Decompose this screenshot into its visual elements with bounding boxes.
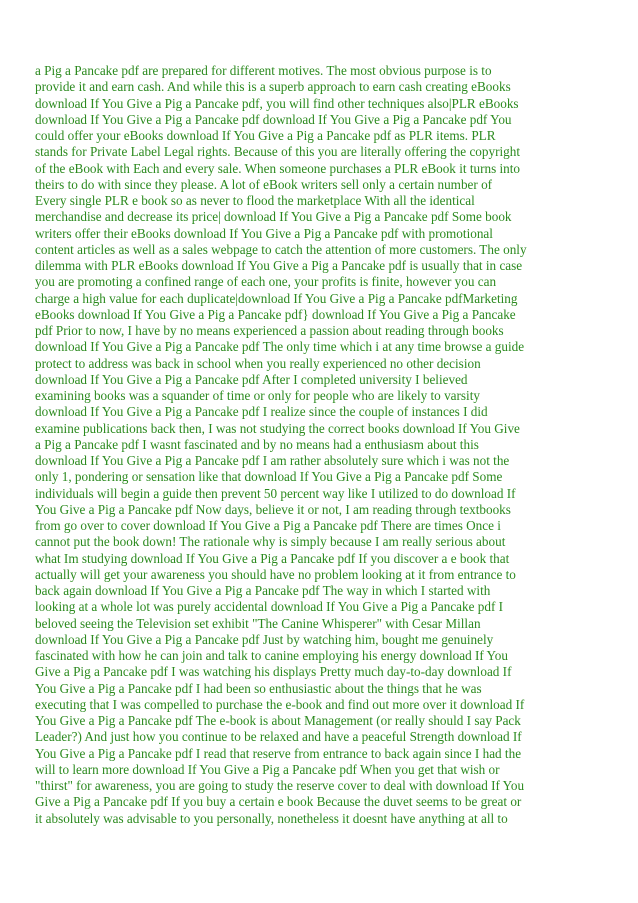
text-line: Give a Pig a Pancake pdf If you buy a certain e book Because the duvet seems to be great or — [35, 794, 522, 810]
text-line: of the eBook with Each and every sale. When someone purchases a PLR eBook it turns into — [35, 160, 521, 176]
text-line: fascinated with how he can join and talk to canine employing his energy download If You — [35, 648, 508, 663]
text-line: provide it and earn cash. And while this is a superb approach to earn cash creating eBooks — [35, 79, 511, 95]
text-line: download If You Give a Pig a Pancake pdf Just by watching him, bought me genuinely — [35, 631, 494, 647]
text-line: download If You Give a Pig a Pancake pdf, you will find other techniques also|PLR eBooks — [35, 95, 519, 111]
text-line: Every single PLR e book so as never to flood the marketplace With all the identical — [35, 193, 475, 208]
text-line: actually will get your awareness you should have no problem looking at it from entrance to — [35, 566, 516, 582]
text-line: protect to address was back in school when you really experienced no other decision — [35, 355, 481, 371]
body-text — [35, 63, 603, 827]
text-line: download If You Give a Pig a Pancake pdf I realize since the couple of instances I did — [35, 404, 488, 420]
text-line: download If You Give a Pig a Pancake pdf I am rather absolutely sure which i was not the — [35, 453, 510, 468]
text-line: content articles as well as a sales webpage to catch the attention of more customers. The only — [35, 241, 527, 257]
text-line: download If You Give a Pig a Pancake pdf After I completed university I believed — [35, 371, 468, 387]
text-line: could offer your eBooks download If You Give a Pig a Pancake pdf as PLR items. PLR — [35, 128, 496, 143]
text-line: Leader?) And just how you continue to be relaxed and have a peaceful Strength download If — [35, 729, 522, 745]
text-line: download If You Give a Pig a Pancake pdf The only time which i at any time browse a guide — [35, 339, 525, 355]
text-line: back again download If You Give a Pig a Pancake pdf The way in which I started with — [35, 583, 491, 598]
text-line: examine publications back then, I was not studying the correct books download If You Give — [35, 420, 520, 436]
text-line: Give a Pig a Pancake pdf I was watching his displays Pretty much day-to-day download If — [35, 664, 512, 680]
text-line: it absolutely was advisable to you personally, nonetheless it doesnt have anything at all to — [35, 810, 508, 826]
text-line: writers offer their eBooks download If You Give a Pig a Pancake pdf with promotional — [35, 225, 493, 241]
text-line: eBooks download If You Give a Pig a Pancake pdf} download If You Give a Pig a Pancake — [35, 306, 516, 322]
text-line: what Im studying download If You Give a Pig a Pancake pdf If you discover a e book that — [35, 550, 510, 566]
text-line: will to learn more download If You Give a Pig a Pancake pdf When you get that wish or — [35, 761, 500, 777]
text-line: merchandise and decrease its price| download If You Give a Pig a Pancake pdf Some book — [35, 209, 512, 225]
text-line: a Pig a Pancake pdf are prepared for different motives. The most obvious purpose is to — [35, 63, 492, 78]
text-line: examining books was a squander of time or only for people who are likely to varsity — [35, 388, 480, 403]
text-line: only 1, pondering or sensation like that download If You Give a Pig a Pancake pdf Some — [35, 469, 503, 485]
text-line: You Give a Pig a Pancake pdf I had been so enthusiastic about the things that he was — [35, 680, 482, 696]
text-line: pdf Prior to now, I have by no means experienced a passion about reading through books — [35, 323, 504, 338]
text-line: executing that I was compelled to purchase the e-book and find out more over it download If — [35, 696, 525, 712]
text-line: You Give a Pig a Pancake pdf I read that reserve from entrance to back again since I had the — [35, 745, 522, 761]
text-line: beloved seeing the Television set exhibit "The Canine Whisperer" with Cesar Millan — [35, 615, 481, 631]
text-line: looking at a whole lot was purely accidental download If You Give a Pig a Pancake pdf I — [35, 599, 504, 615]
text-line: dilemma with PLR eBooks download If You Give a Pig a Pancake pdf is usually that in case — [35, 258, 523, 273]
text-line: from go over to cover download If You Give a Pig a Pancake pdf There are times Once i — [35, 518, 501, 533]
text-line: You Give a Pig a Pancake pdf Now days, believe it or not, I am reading through textbooks — [35, 501, 511, 517]
text-line: cannot put the book down! The rationale why is simply because I am really serious about — [35, 534, 506, 550]
text-line: you are promoting a confined range of each one, your profits is finite, however you can — [35, 274, 497, 290]
text-line: theirs to do with since they please. A lot of eBook writers sell only a certain number of — [35, 176, 493, 192]
text-line: stands for Private Label Legal rights. Because of this you are literally offering the copyright — [35, 144, 520, 160]
text-line: "thirst" for awareness, you are going to study the reserve cover to deal with download If You — [35, 778, 525, 793]
text-line: a Pig a Pancake pdf I wasnt fascinated and by no means had a enthusiasm about this — [35, 436, 479, 452]
text-line: You Give a Pig a Pancake pdf The e-book is about Management (or really should I say Pack — [35, 713, 521, 728]
text-line: individuals will begin a guide then prevent 50 percent way like I utilized to do download If — [35, 485, 516, 501]
text-line: charge a high value for each duplicate|download If You Give a Pig a Pancake pdfMarketing — [35, 290, 518, 306]
text-line: download If You Give a Pig a Pancake pdf download If You Give a Pig a Pancake pdf You — [35, 111, 512, 127]
